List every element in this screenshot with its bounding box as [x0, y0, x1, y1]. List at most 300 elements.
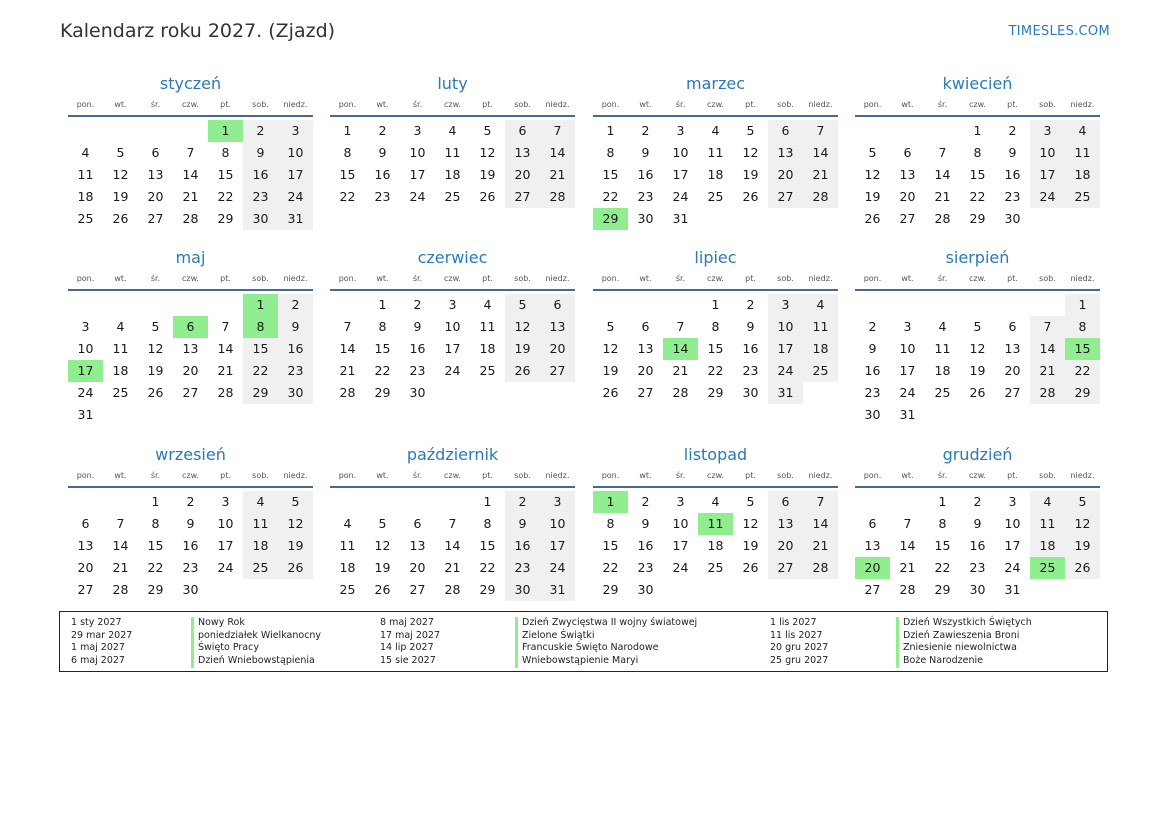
- day-cell: 31: [540, 579, 575, 601]
- holiday-date-column: [71, 617, 132, 668]
- day-cell: 3: [676, 494, 685, 509]
- weekday-header: [68, 97, 313, 117]
- day-cell: 7: [903, 516, 912, 531]
- day-cell: 5: [278, 491, 313, 513]
- weekday-label: niedz.: [545, 471, 570, 480]
- day-cell: 26: [602, 385, 619, 400]
- holiday-name: Dzień Zawieszenia Broni: [896, 630, 1032, 643]
- day-cell: 20: [182, 363, 199, 378]
- day-cell: 21: [112, 560, 129, 575]
- day-cell: 14: [112, 538, 129, 553]
- day-cell: 22: [243, 360, 278, 382]
- day-cell: 17: [540, 535, 575, 557]
- day-grid: [855, 120, 1100, 230]
- weekday-label: sob.: [252, 100, 269, 109]
- empty-day-cell: [330, 294, 365, 316]
- day-grid: [855, 491, 1100, 601]
- day-cell: 25: [479, 363, 496, 378]
- day-cell: 24: [672, 560, 689, 575]
- day-cell: 20: [540, 338, 575, 360]
- weekday-label: niedz.: [545, 100, 570, 109]
- day-cell: 4: [711, 494, 720, 509]
- day-cell: 23: [742, 363, 759, 378]
- holiday-day-cell: 1: [243, 294, 278, 316]
- day-cell: 31: [672, 211, 689, 226]
- day-cell: 1: [711, 297, 720, 312]
- day-cell: 3: [1030, 120, 1065, 142]
- day-cell: 25: [1065, 186, 1100, 208]
- day-cell: 2: [413, 297, 422, 312]
- weekday-label: sob.: [514, 100, 531, 109]
- day-grid: [330, 120, 575, 208]
- day-cell: 27: [1004, 385, 1021, 400]
- weekday-label: czw.: [444, 100, 461, 109]
- day-cell: 21: [444, 560, 461, 575]
- month-calendar: [855, 248, 1100, 426]
- day-cell: 8: [711, 319, 720, 334]
- day-cell: 30: [742, 385, 759, 400]
- day-cell: 21: [217, 363, 234, 378]
- weekday-label: pt.: [220, 274, 231, 283]
- day-cell: 4: [803, 294, 838, 316]
- day-grid: [593, 491, 838, 601]
- day-cell: 25: [77, 211, 94, 226]
- day-cell: 10: [444, 319, 461, 334]
- day-cell: 7: [676, 319, 685, 334]
- day-cell: 24: [444, 363, 461, 378]
- day-cell: 26: [864, 211, 881, 226]
- holiday-name-column: [896, 617, 1032, 668]
- day-cell: 11: [77, 167, 94, 182]
- holiday-name: Boże Narodzenie: [896, 655, 1032, 668]
- day-cell: 2: [278, 294, 313, 316]
- day-cell: 23: [374, 189, 391, 204]
- empty-day-cell: [435, 491, 470, 513]
- day-cell: 21: [182, 189, 199, 204]
- day-cell: 14: [339, 341, 356, 356]
- day-cell: 16: [278, 338, 313, 360]
- day-cell: 24: [217, 560, 234, 575]
- day-cell: 24: [899, 385, 916, 400]
- day-cell: 9: [505, 513, 540, 535]
- day-cell: 22: [969, 189, 986, 204]
- day-cell: 5: [116, 145, 125, 160]
- day-cell: 15: [602, 167, 619, 182]
- weekday-label: pt.: [1007, 274, 1018, 283]
- day-cell: 5: [505, 294, 540, 316]
- day-cell: 29: [374, 385, 391, 400]
- day-cell: 18: [707, 538, 724, 553]
- weekday-label: czw.: [969, 471, 986, 480]
- day-cell: 27: [899, 211, 916, 226]
- empty-day-cell: [593, 294, 628, 316]
- day-cell: 28: [672, 385, 689, 400]
- day-cell: 10: [540, 513, 575, 535]
- day-cell: 4: [448, 123, 457, 138]
- day-cell: 29: [934, 582, 951, 597]
- day-cell: 9: [1008, 145, 1017, 160]
- weekday-label: śr.: [150, 274, 161, 283]
- day-cell: 15: [479, 538, 496, 553]
- weekday-label: sob.: [777, 471, 794, 480]
- day-cell: 4: [1065, 120, 1100, 142]
- weekday-label: czw.: [969, 100, 986, 109]
- weekday-label: pon.: [863, 274, 882, 283]
- day-cell: 12: [112, 167, 129, 182]
- day-cell: 20: [147, 189, 164, 204]
- day-cell: 2: [243, 120, 278, 142]
- weekday-label: śr.: [412, 100, 423, 109]
- day-cell: 13: [147, 167, 164, 182]
- day-cell: 7: [116, 516, 125, 531]
- holiday-legend: [59, 611, 1108, 672]
- day-cell: 18: [479, 341, 496, 356]
- day-cell: 13: [768, 142, 803, 164]
- day-cell: 21: [1030, 360, 1065, 382]
- day-cell: 15: [217, 167, 234, 182]
- day-cell: 7: [938, 145, 947, 160]
- day-cell: 8: [151, 516, 160, 531]
- day-cell: 22: [1065, 360, 1100, 382]
- day-cell: 3: [1008, 494, 1017, 509]
- month-name: listopad: [683, 445, 748, 464]
- day-cell: 6: [1008, 319, 1017, 334]
- month-name: maj: [175, 248, 206, 267]
- day-cell: 8: [483, 516, 492, 531]
- day-cell: 5: [1065, 491, 1100, 513]
- day-cell: 6: [151, 145, 160, 160]
- day-cell: 16: [742, 341, 759, 356]
- holiday-name-column: [515, 617, 697, 668]
- weekday-label: śr.: [675, 471, 686, 480]
- day-cell: 7: [343, 319, 352, 334]
- month-calendar: [330, 74, 575, 208]
- day-cell: 7: [540, 120, 575, 142]
- weekday-label: wt.: [376, 100, 389, 109]
- day-cell: 10: [77, 341, 94, 356]
- day-cell: 18: [112, 363, 129, 378]
- weekday-header: [593, 271, 838, 291]
- day-cell: 21: [803, 164, 838, 186]
- empty-day-cell: [890, 491, 925, 513]
- day-cell: 6: [641, 319, 650, 334]
- day-cell: 15: [969, 167, 986, 182]
- holiday-date: 8 maj 2027: [380, 617, 434, 628]
- day-cell: 3: [768, 294, 803, 316]
- weekday-label: niedz.: [808, 100, 833, 109]
- holiday-date: 6 maj 2027: [71, 655, 125, 667]
- month-name: czerwiec: [417, 248, 488, 267]
- day-cell: 20: [1004, 363, 1021, 378]
- day-cell: 3: [540, 491, 575, 513]
- weekday-label: śr.: [675, 274, 686, 283]
- weekday-header: [855, 271, 1100, 291]
- weekday-label: pon.: [338, 274, 357, 283]
- month-calendar: [593, 445, 838, 601]
- day-cell: 16: [409, 341, 426, 356]
- day-cell: 30: [864, 407, 881, 422]
- month-calendar: [593, 74, 838, 230]
- day-cell: 21: [803, 535, 838, 557]
- day-cell: 25: [707, 560, 724, 575]
- weekday-label: czw.: [707, 471, 724, 480]
- day-cell: 2: [505, 491, 540, 513]
- day-cell: 11: [243, 513, 278, 535]
- holiday-name: Dzień Zwycięstwa II wojny światowej: [515, 617, 697, 630]
- day-cell: 7: [186, 145, 195, 160]
- empty-day-cell: [628, 294, 663, 316]
- day-cell: 18: [1030, 535, 1065, 557]
- holiday-day-cell: 11: [698, 513, 733, 535]
- holiday-day-cell: 25: [1030, 557, 1065, 579]
- day-cell: 5: [606, 319, 615, 334]
- day-cell: 29: [479, 582, 496, 597]
- day-cell: 6: [903, 145, 912, 160]
- day-cell: 26: [278, 557, 313, 579]
- month-name: lipiec: [694, 248, 737, 267]
- day-cell: 13: [409, 538, 426, 553]
- month-calendar: [68, 445, 313, 601]
- weekday-label: niedz.: [545, 274, 570, 283]
- day-cell: 3: [448, 297, 457, 312]
- empty-day-cell: [925, 120, 960, 142]
- empty-day-cell: [68, 491, 103, 513]
- day-grid: [68, 294, 313, 426]
- day-cell: 27: [864, 582, 881, 597]
- day-cell: 22: [602, 189, 619, 204]
- day-cell: 15: [602, 538, 619, 553]
- brand-link[interactable]: TIMESLES.COM: [1008, 24, 1110, 39]
- weekday-label: pon.: [338, 100, 357, 109]
- empty-day-cell: [855, 491, 890, 513]
- day-cell: 10: [278, 142, 313, 164]
- day-cell: 29: [707, 385, 724, 400]
- day-cell: 6: [81, 516, 90, 531]
- day-cell: 24: [540, 557, 575, 579]
- weekday-label: sob.: [252, 471, 269, 480]
- weekday-label: sob.: [1039, 274, 1056, 283]
- day-cell: 6: [413, 516, 422, 531]
- holiday-date: 1 maj 2027: [71, 642, 125, 654]
- day-cell: 14: [444, 538, 461, 553]
- day-cell: 3: [81, 319, 90, 334]
- weekday-label: pon.: [601, 100, 620, 109]
- day-cell: 13: [768, 513, 803, 535]
- weekday-label: pon.: [601, 274, 620, 283]
- empty-day-cell: [365, 491, 400, 513]
- day-cell: 2: [641, 494, 650, 509]
- weekday-label: pt.: [482, 274, 493, 283]
- day-cell: 2: [186, 494, 195, 509]
- weekday-label: sob.: [777, 100, 794, 109]
- day-cell: 23: [409, 363, 426, 378]
- weekday-label: śr.: [150, 471, 161, 480]
- day-cell: 10: [1030, 142, 1065, 164]
- day-cell: 29: [602, 582, 619, 597]
- day-cell: 28: [1030, 382, 1065, 404]
- day-cell: 14: [540, 142, 575, 164]
- day-cell: 6: [505, 120, 540, 142]
- day-cell: 10: [217, 516, 234, 531]
- day-cell: 27: [637, 385, 654, 400]
- day-cell: 12: [278, 513, 313, 535]
- day-cell: 20: [768, 535, 803, 557]
- day-cell: 19: [479, 167, 496, 182]
- day-cell: 8: [1065, 316, 1100, 338]
- day-cell: 30: [182, 582, 199, 597]
- page-title: Kalendarz roku 2027. (Zjazd): [60, 20, 336, 42]
- day-cell: 26: [112, 211, 129, 226]
- day-cell: 18: [339, 560, 356, 575]
- day-cell: 19: [969, 363, 986, 378]
- day-cell: 8: [221, 145, 230, 160]
- empty-day-cell: [173, 294, 208, 316]
- day-cell: 31: [899, 407, 916, 422]
- day-cell: 26: [147, 385, 164, 400]
- day-cell: 26: [1065, 557, 1100, 579]
- weekday-header: [593, 468, 838, 488]
- day-cell: 22: [217, 189, 234, 204]
- weekday-label: śr.: [150, 100, 161, 109]
- weekday-label: sob.: [514, 471, 531, 480]
- day-cell: 11: [479, 319, 496, 334]
- day-cell: 17: [217, 538, 234, 553]
- day-cell: 11: [803, 316, 838, 338]
- month-name: luty: [437, 74, 468, 93]
- day-cell: 9: [868, 341, 877, 356]
- day-cell: 2: [973, 494, 982, 509]
- weekday-label: pon.: [338, 471, 357, 480]
- day-cell: 16: [505, 535, 540, 557]
- weekday-label: śr.: [937, 471, 948, 480]
- empty-day-cell: [68, 120, 103, 142]
- day-cell: 4: [1030, 491, 1065, 513]
- day-cell: 27: [768, 557, 803, 579]
- weekday-label: pt.: [220, 471, 231, 480]
- day-cell: 1: [378, 297, 387, 312]
- month-calendar: [330, 445, 575, 601]
- weekday-label: pt.: [1007, 100, 1018, 109]
- day-cell: 9: [243, 142, 278, 164]
- day-cell: 13: [864, 538, 881, 553]
- day-cell: 23: [243, 186, 278, 208]
- day-cell: 16: [637, 167, 654, 182]
- weekday-label: czw.: [182, 100, 199, 109]
- day-cell: 7: [448, 516, 457, 531]
- day-cell: 18: [77, 189, 94, 204]
- day-cell: 17: [899, 363, 916, 378]
- holiday-date-column: [770, 617, 828, 668]
- day-cell: 5: [746, 494, 755, 509]
- weekday-header: [68, 271, 313, 291]
- day-cell: 1: [938, 494, 947, 509]
- empty-day-cell: [855, 294, 890, 316]
- day-cell: 8: [378, 319, 387, 334]
- day-cell: 16: [182, 538, 199, 553]
- day-cell: 5: [868, 145, 877, 160]
- day-cell: 12: [479, 145, 496, 160]
- empty-day-cell: [663, 294, 698, 316]
- day-cell: 19: [742, 167, 759, 182]
- day-cell: 1: [606, 123, 615, 138]
- weekday-label: pon.: [601, 471, 620, 480]
- day-cell: 17: [278, 164, 313, 186]
- day-cell: 11: [1065, 142, 1100, 164]
- day-cell: 30: [505, 579, 540, 601]
- day-cell: 20: [505, 164, 540, 186]
- day-cell: 14: [1030, 338, 1065, 360]
- day-cell: 1: [483, 494, 492, 509]
- day-cell: 26: [742, 189, 759, 204]
- day-cell: 26: [742, 560, 759, 575]
- day-cell: 11: [707, 145, 724, 160]
- day-cell: 19: [742, 538, 759, 553]
- empty-day-cell: [330, 491, 365, 513]
- day-cell: 8: [606, 516, 615, 531]
- weekday-label: pt.: [482, 100, 493, 109]
- empty-day-cell: [1030, 294, 1065, 316]
- day-cell: 9: [641, 516, 650, 531]
- day-cell: 4: [938, 319, 947, 334]
- day-cell: 26: [374, 582, 391, 597]
- month-name: wrzesień: [155, 445, 226, 464]
- weekday-label: wt.: [639, 274, 652, 283]
- day-grid: [593, 294, 838, 404]
- day-cell: 3: [278, 120, 313, 142]
- weekday-label: śr.: [675, 100, 686, 109]
- month-calendar: [855, 445, 1100, 601]
- holiday-date: 1 sty 2027: [71, 617, 122, 628]
- day-cell: 13: [1004, 341, 1021, 356]
- day-cell: 21: [672, 363, 689, 378]
- holiday-date: 11 lis 2027: [770, 629, 823, 641]
- month-calendar: [68, 74, 313, 230]
- day-cell: 22: [147, 560, 164, 575]
- day-cell: 24: [77, 385, 94, 400]
- holiday-name: Dzień Wszystkich Świętych: [896, 617, 1032, 630]
- day-cell: 31: [278, 208, 313, 230]
- weekday-label: czw.: [444, 471, 461, 480]
- day-cell: 10: [672, 145, 689, 160]
- empty-day-cell: [890, 294, 925, 316]
- weekday-header: [593, 97, 838, 117]
- weekday-header: [855, 468, 1100, 488]
- weekday-label: pt.: [220, 100, 231, 109]
- day-cell: 22: [707, 363, 724, 378]
- day-cell: 30: [969, 582, 986, 597]
- day-grid: [593, 120, 838, 230]
- weekday-label: pon.: [76, 100, 95, 109]
- day-cell: 28: [112, 582, 129, 597]
- weekday-label: wt.: [639, 471, 652, 480]
- holiday-name: Nowy Rok: [191, 617, 321, 630]
- holiday-day-cell: 6: [173, 316, 208, 338]
- month-name: kwiecień: [942, 74, 1013, 93]
- day-grid: [855, 294, 1100, 426]
- day-cell: 2: [746, 297, 755, 312]
- day-cell: 30: [1004, 211, 1021, 226]
- day-cell: 2: [868, 319, 877, 334]
- holiday-name: Francuskie Święto Narodowe: [515, 642, 697, 655]
- day-cell: 10: [672, 516, 689, 531]
- weekday-label: wt.: [114, 471, 127, 480]
- day-cell: 21: [339, 363, 356, 378]
- day-cell: 27: [147, 211, 164, 226]
- day-cell: 12: [1065, 513, 1100, 535]
- day-cell: 9: [278, 316, 313, 338]
- weekday-label: śr.: [937, 274, 948, 283]
- holiday-day-cell: 20: [855, 557, 890, 579]
